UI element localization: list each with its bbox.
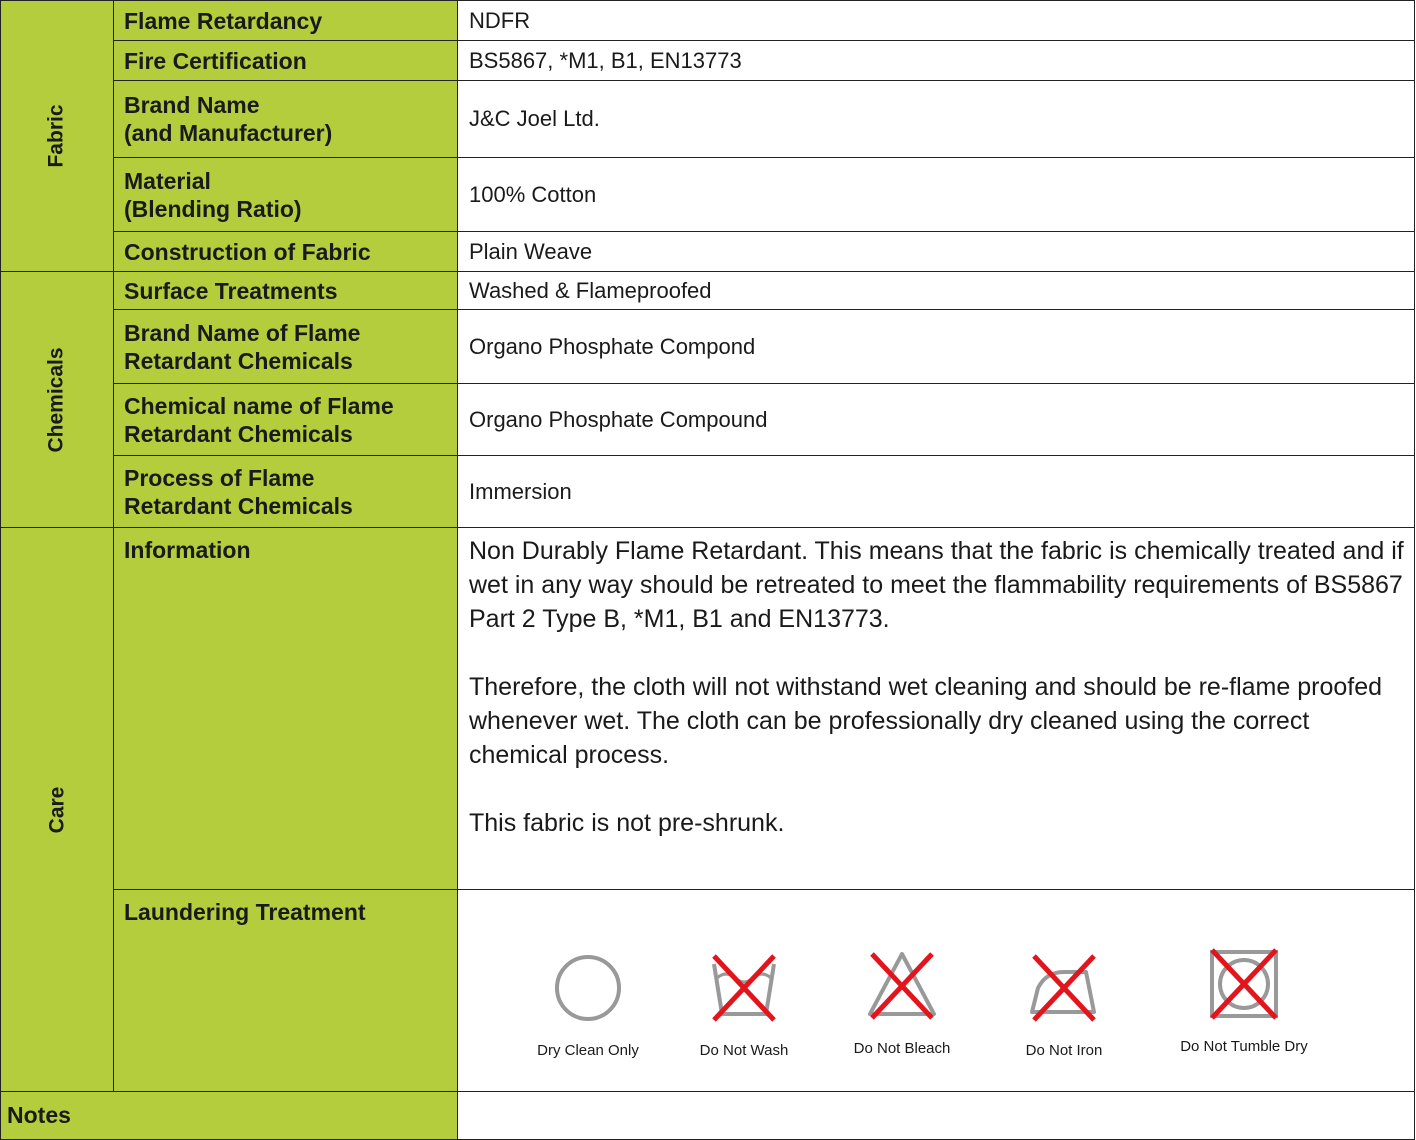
label-information: Information xyxy=(114,528,458,890)
label-fire-certification: Fire Certification xyxy=(114,41,458,81)
do-not-bleach-icon xyxy=(862,946,942,1026)
caption-do-not-iron: Do Not Iron xyxy=(1025,1042,1103,1059)
care-item-do-not-wash xyxy=(674,948,814,1059)
label-material xyxy=(114,158,458,232)
caption-do-not-wash: Do Not Wash xyxy=(699,1042,789,1059)
row-surface-treatments xyxy=(1,272,1415,310)
section-chemicals xyxy=(1,272,114,528)
label-brand-name-line2: (and Manufacturer) xyxy=(124,120,333,146)
value-material: 100% Cotton xyxy=(458,158,1415,232)
value-information xyxy=(458,528,1415,890)
row-notes xyxy=(1,1092,1415,1140)
care-item-do-not-iron xyxy=(994,948,1134,1059)
value-construction: Plain Weave xyxy=(458,232,1415,272)
label-process xyxy=(114,456,458,528)
row-process xyxy=(1,456,1415,528)
label-material-line2: (Blending Ratio) xyxy=(124,195,302,222)
row-laundering xyxy=(1,890,1415,1092)
laundering-icons-cell xyxy=(458,890,1415,1092)
label-construction: Construction of Fabric xyxy=(114,232,458,272)
care-icon-row xyxy=(458,890,1414,1091)
value-fire-certification: BS5867, *M1, B1, EN13773 xyxy=(458,41,1415,81)
information-paragraph-2: Therefore, the cloth will not withstand wet cleaning and should be re-flame proofed whenever wet. The cloth can be professionally dry cleaned using the correct chemical process. xyxy=(469,673,1383,769)
care-item-dry-clean xyxy=(518,948,658,1059)
section-fabric xyxy=(1,1,114,272)
value-brand-chemicals: Organo Phosphate Compond xyxy=(458,310,1415,384)
row-flame-retardancy xyxy=(1,1,1415,41)
do-not-tumble-dry-icon xyxy=(1204,944,1284,1024)
label-process-line2: Retardant Chemicals xyxy=(124,492,353,519)
caption-dry-clean: Dry Clean Only xyxy=(537,1042,639,1059)
row-chemical-name xyxy=(1,384,1415,456)
label-chemical-name xyxy=(114,384,458,456)
label-brand-chemicals xyxy=(114,310,458,384)
section-label-fabric: Fabric xyxy=(45,104,68,168)
row-material xyxy=(1,158,1415,232)
row-brand-name xyxy=(1,81,1415,158)
label-process-line1: Process of Flame xyxy=(124,464,315,491)
label-chemical-name-line2: Retardant Chemicals xyxy=(124,420,353,447)
information-paragraph-1: Non Durably Flame Retardant. This means that the fabric is chemically treated and if wet in any way should be retreated to meet the flammability requirements of BS5867 Part 2 Type B, *M1, B1 and EN13773. xyxy=(469,537,1404,633)
dry-clean-circle-icon xyxy=(548,948,628,1028)
row-information xyxy=(1,528,1415,890)
caption-do-not-tumble-dry: Do Not Tumble Dry xyxy=(1180,1038,1308,1055)
do-not-iron-icon xyxy=(1024,948,1104,1028)
value-flame-retardancy: NDFR xyxy=(458,1,1415,41)
label-laundering: Laundering Treatment xyxy=(114,890,458,1092)
row-construction xyxy=(1,232,1415,272)
section-label-chemicals: Chemicals xyxy=(45,346,68,453)
section-care xyxy=(1,528,114,1092)
caption-do-not-bleach: Do Not Bleach xyxy=(853,1040,951,1057)
section-label-care: Care xyxy=(44,786,68,833)
value-brand-name: J&C Joel Ltd. xyxy=(458,81,1415,158)
care-item-do-not-tumble-dry xyxy=(1164,944,1324,1055)
label-brand-name-line1: Brand Name xyxy=(124,92,260,118)
label-brand-name xyxy=(114,81,458,158)
label-brand-chemicals-line2: Retardant Chemicals xyxy=(124,347,353,374)
label-material-line1: Material xyxy=(124,167,211,194)
row-fire-certification xyxy=(1,41,1415,81)
value-surface-treatments: Washed & Flameproofed xyxy=(458,272,1415,310)
label-brand-chemicals-line1: Brand Name of Flame xyxy=(124,319,361,346)
label-chemical-name-line1: Chemical name of Flame xyxy=(124,392,394,419)
do-not-wash-icon xyxy=(704,948,784,1028)
value-notes xyxy=(458,1092,1415,1140)
label-surface-treatments: Surface Treatments xyxy=(114,272,458,310)
label-notes: Notes xyxy=(1,1092,458,1140)
label-flame-retardancy: Flame Retardancy xyxy=(114,1,458,41)
value-process: Immersion xyxy=(458,456,1415,528)
care-item-do-not-bleach xyxy=(832,946,972,1057)
value-chemical-name: Organo Phosphate Compound xyxy=(458,384,1415,456)
information-paragraph-3: This fabric is not pre-shrunk. xyxy=(469,809,785,837)
row-brand-chemicals xyxy=(1,310,1415,384)
